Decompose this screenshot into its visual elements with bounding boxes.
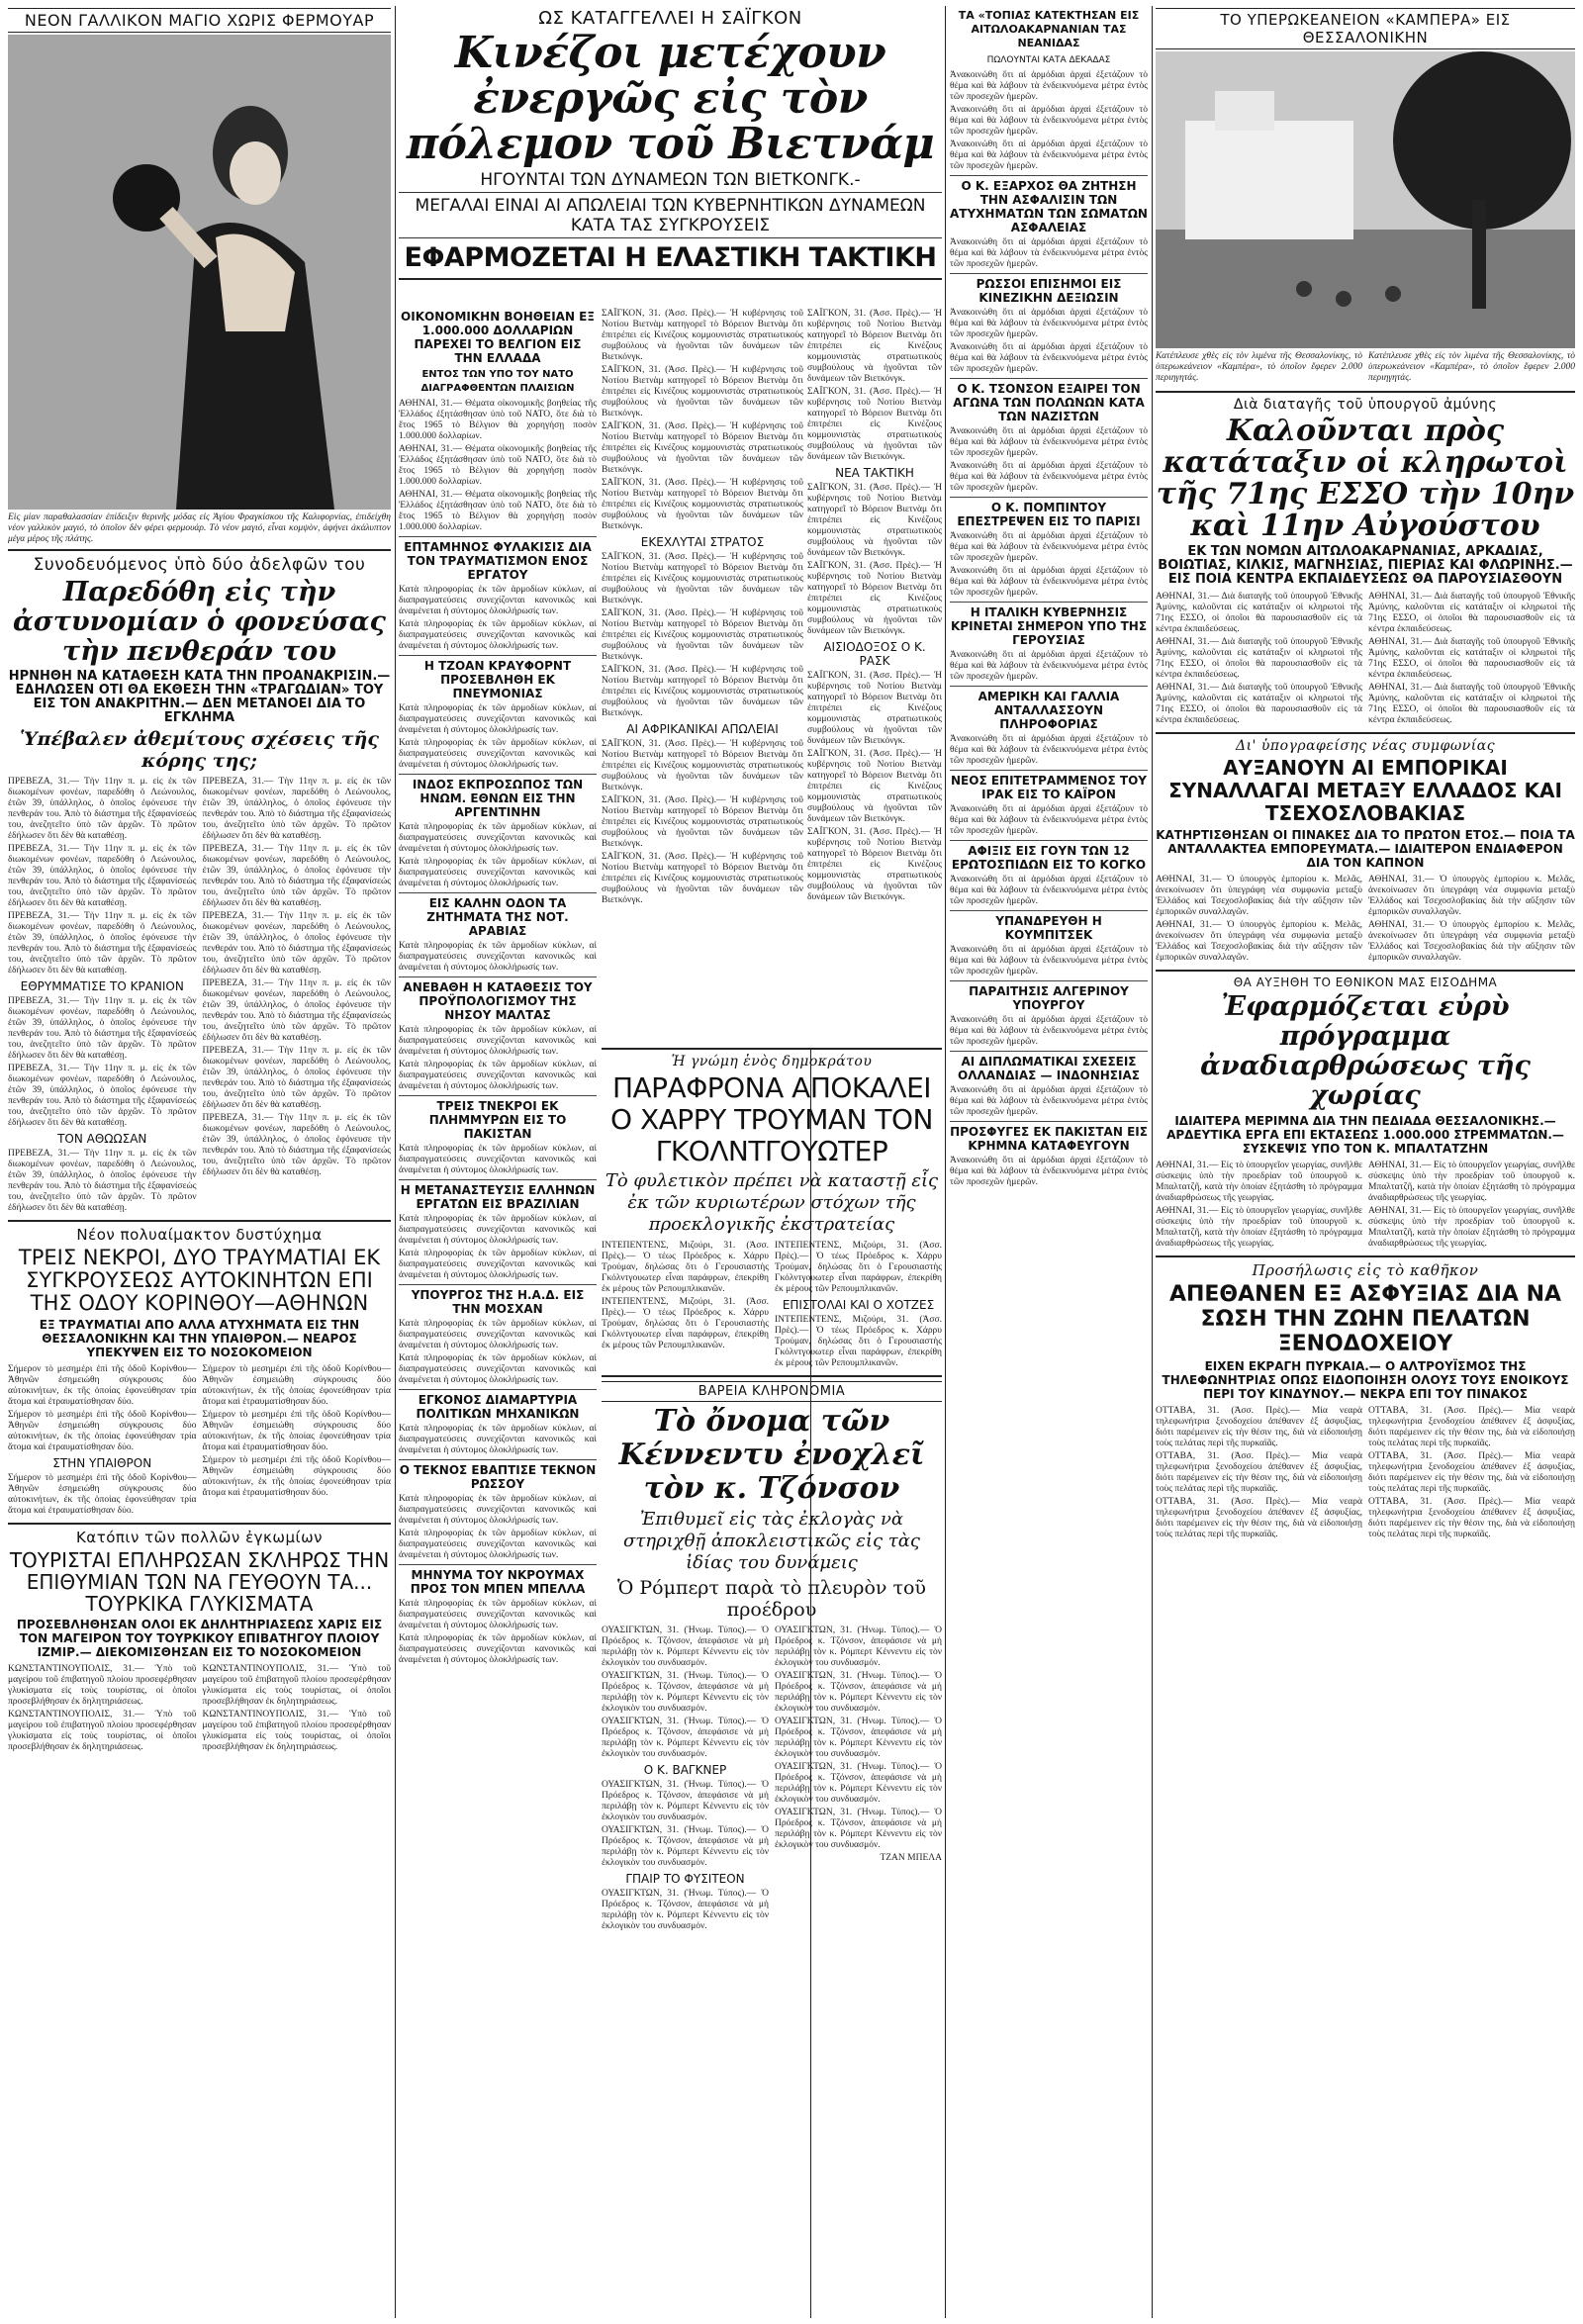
story-body: ΙΝΤΕΠΕΝΤΕΝΣ, Μιζούρι, 31. (Ἀσσ. Πρὲς).— Ὁ τέως Πρόεδρος κ. Χάρρυ Τρούμαν, δηλώσας ὅτι ὁ Γερουσιαστὴς Γκόλντγουωτερ εἶναι παράφρων, ἐπεκρίθη ἐκ μέρους τῶν Ρεπουμπλικανῶν.	[775, 1315, 942, 1368]
story-body: ΠΡΕΒΕΖΑ, 31.— Τὴν 11ην π. μ. εἰς ἐκ τῶν διωκομένων φονέων, παρεδόθη ὁ Λεώνουλος, ἐτῶν 39, ὑπάλληλος, ὁ ὁποῖος ἐφόνευσε τὴν πενθεράν του. Ἀπὸ τὸ διάστημα τῆς ἐξαφανίσεώς του, ἀνεζητεῖτο ὑπὸ τῶν ἀρχῶν. Τὸ πρῶτον ἐδήλωσεν ὅτι δὲν θὰ καταθέσῃ.	[8, 1064, 197, 1128]
story-kicker: Νέον πολυαίμακτον δυστύχημα	[76, 1226, 323, 1244]
story-body: ΑΘΗΝΑΙ, 31.— Ὁ ὑπουργὸς ἐμπορίου κ. Μελᾶς, ἀνεκοίνωσεν ὅτι ὑπεγράφη νέα συμφωνία μεταξὺ Ἑλλάδος καὶ Τσεχοσλοβακίας διὰ τὴν αὔξησιν τῶν ἐμπορικῶν συναλλαγῶν.	[1156, 920, 1362, 963]
story-body: ΠΡΕΒΕΖΑ, 31.— Τὴν 11ην π. μ. εἰς ἐκ τῶν διωκομένων φονέων, παρεδόθη ὁ Λεώνουλος, ἐτῶν 39, ὑπάλληλος, ὁ ὁποῖος ἐφόνευσε τὴν πενθεράν του. Ἀπὸ τὸ διάστημα τῆς ἐξαφανίσεώς του, ἀνεζητεῖτο ὑπὸ τῶν ἀρχῶν. Τὸ πρῶτον ἐδήλωσεν ὅτι δὲν θὰ καταθέσῃ.	[8, 911, 197, 976]
story-body: ΑΘΗΝΑΙ, 31.— Εἰς τὸ ὑπουργεῖον γεωργίας, συνῆλθε σύσκεψις ὑπὸ τὴν προεδρίαν τοῦ ὑπουργοῦ κ. Μπαλτατζῆ, κατὰ τὴν ὁποίαν ἐξητάσθη τὸ πρόγραμμα ἀναδιαρθρώσεως τῆς γεωργίας.	[1368, 1206, 1575, 1249]
story-body: ΟΥΑΣΙΓΚΤΩΝ, 31. (Ἡνωμ. Τύπος).— Ὁ Πρόεδρος κ. Τζόνσον, ἀπεφάσισε νὰ μὴ περιλάβῃ τὸν κ. Ρόμπερτ Κέννεντυ εἰς τὸν ἐκλογικὸν του συνδυασμόν.	[775, 1671, 942, 1714]
story-body: ΟΥΑΣΙΓΚΤΩΝ, 31. (Ἡνωμ. Τύπος).— Ὁ Πρόεδρος κ. Τζόνσον, ἀπεφάσισε νὰ μὴ περιλάβῃ τὸν κ. Ρόμπερτ Κέννεντυ εἰς τὸν ἐκλογικὸν του συνδυασμόν.	[775, 1626, 942, 1668]
story-kicker: Προσήλωσις εἰς τὸ καθῆκον	[1252, 1261, 1479, 1279]
story-subheading: ΕΚΕΧΛΥΤΑΙ ΣΤΡΑΤΟΣ	[640, 535, 765, 549]
lead-headline: Κινέζοι μετέχουν ἐνεργῶς εἰς τὸν πόλεμον τοῦ Βιετνάμ	[406, 28, 935, 169]
story-body: ΣΑΪΓΚΟΝ, 31. (Ἀσσ. Πρὲς).— Ἡ κυβέρνησις τοῦ Νοτίου Βιετνὰμ κατηγορεῖ τὸ Βόρειον Βιετνὰμ ὅτι ἐπιτρέπει εἰς Κινέζους κομμουνιστὰς στρατιωτικοὺς συμβούλους νὰ ἡγοῦνται τῶν δυνάμεων τῶν Βιετκόνγκ.	[807, 561, 942, 636]
story-body: Ἀνακοινώθη ὅτι αἱ ἀρμόδιαι ἀρχαὶ ἐξετάζουν τὸ θέμα καὶ θὰ λάβουν τὰ ἐνδεικνυόμενα μέτρα ἐντὸς τῶν προσεχῶν ἡμερῶν.	[950, 650, 1148, 682]
story-body: Κατὰ πληροφορίας ἐκ τῶν ἁρμοδίων κύκλων, αἱ διαπραγματεύσεις συνεχίζονται κανονικῶς καὶ ἀναμένεται ἡ σύντομος ὁλοκλήρωσίς των.	[399, 1060, 597, 1091]
story-body: Ἀνακοινώθη ὅτι αἱ ἀρμόδιαι ἀρχαὶ ἐξετάζουν τὸ θέμα καὶ θὰ λάβουν τὰ ἐνδεικνυόμενα μέτρα ἐντὸς τῶν προσεχῶν ἡμερῶν.	[950, 1085, 1148, 1117]
photo-title: ΝΕΟΝ ΓΑΛΛΙΚΟΝ ΜΑΓΙΟ ΧΩΡΙΣ ΦΕΡΜΟΥΑΡ	[8, 8, 391, 33]
story-body: Ἀνακοινώθη ὅτι αἱ ἀρμόδιαι ἀρχαὶ ἐξετάζουν τὸ θέμα καὶ θὰ λάβουν τὰ ἐνδεικνυόμενα μέτρα ἐντὸς τῶν προσεχῶν ἡμερῶν.	[950, 804, 1148, 836]
story-subheading: Ο Κ. ΒΑΓΚΝΕΡ	[643, 1763, 727, 1777]
story-headline: ΥΠΟΥΡΓΟΣ ΤΗΣ Η.Α.Δ. ΕΙΣ ΤΗΝ ΜΟΣΧΑΝ	[411, 1288, 585, 1316]
story-headline: ΑΠΕΘΑΝΕΝ ΕΞ ΑΣΦΥΞΙΑΣ ΔΙΑ ΝΑ ΣΩΣΗ ΤΗΝ ΖΩΗΝ ΠΕΛΑΤΩΝ ΞΕΝΟΔΟΧΕΙΟΥ	[1168, 1282, 1562, 1356]
story-body: Ἀνακοινώθη ὅτι αἱ ἀρμόδιαι ἀρχαὶ ἐξετάζουν τὸ θέμα καὶ θὰ λάβουν τὰ ἐνδεικνυόμενα μέτρα ἐντὸς τῶν προσεχῶν ἡμερῶν.	[950, 139, 1148, 171]
story-body: ΣΑΪΓΚΟΝ, 31. (Ἀσσ. Πρὲς).— Ἡ κυβέρνησις τοῦ Νοτίου Βιετνὰμ κατηγορεῖ τὸ Βόρειον Βιετνὰμ ὅτι ἐπιτρέπει εἰς Κινέζους κομμουνιστὰς στρατιωτικοὺς συμβούλους νὰ ἡγοῦνται τῶν δυνάμεων τῶν Βιετκόνγκ.	[602, 852, 803, 905]
story-body: Ἀνακοινώθη ὅτι αἱ ἀρμόδιαι ἀρχαὶ ἐξετάζουν τὸ θέμα καὶ θὰ λάβουν τὰ ἐνδεικνυόμενα μέτρα ἐντὸς τῶν προσεχῶν ἡμερῶν.	[950, 342, 1148, 374]
story-body: ΚΩΝΣΤΑΝΤΙΝΟΥΠΟΛΙΣ, 31.— Ὑπὸ τοῦ μαγείρου τοῦ ἐπιβατηγοῦ πλοίου προσεφέρθησαν γλυκίσματα εἰς τοὺς τουρίστας, οἱ ὁποῖοι προσεβλήθησαν ἐκ δηλητηριάσεως.	[202, 1664, 391, 1707]
story-headline: ΑΦΙΞΙΣ ΕΙΣ ΓΟΥΝ ΤΩΝ 12 ΕΡΩΤΟΣΠΙΔΩΝ ΕΙΣ ΤΟ ΚΟΓΚΟ	[951, 844, 1147, 872]
story-body: ΠΡΕΒΕΖΑ, 31.— Τὴν 11ην π. μ. εἰς ἐκ τῶν διωκομένων φονέων, παρεδόθη ὁ Λεώνουλος, ἐτῶν 39, ὑπάλληλος, ὁ ὁποῖος ἐφόνευσε τὴν πενθεράν του. Ἀπὸ τὸ διάστημα τῆς ἐξαφανίσεώς του, ἀνεζητεῖτο ὑπὸ τῶν ἀρχῶν. Τὸ πρῶτον ἐδήλωσεν ὅτι δὲν θὰ καταθέσῃ.	[202, 844, 391, 908]
story-body: Κατὰ πληροφορίας ἐκ τῶν ἁρμοδίων κύκλων, αἱ διαπραγματεύσεις συνεχίζονται κανονικῶς καὶ ἀναμένεται ἡ σύντομος ὁλοκλήρωσίς των.	[399, 1214, 597, 1246]
story-kicker: Κατόπιν τῶν πολλῶν ἐγκωμίων	[75, 1529, 324, 1546]
photo-title: ΤΟ ΥΠΕΡΩΚΕΑΝΕΙΟΝ «ΚΑΜΠΕΡΑ» ΕΙΣ ΘΕΣΣΑΛΟΝΙΚΗΝ	[1156, 8, 1575, 49]
story-subheading: ΑΙΣΙΟΔΟΞΟΣ Ο Κ. ΡΑΣΚ	[823, 640, 926, 668]
story-body: Ἀνακοινώθη ὅτι αἱ ἀρμόδιαι ἀρχαὶ ἐξετάζουν τὸ θέμα καὶ θὰ λάβουν τὰ ἐνδεικνυόμενα μέτρα ἐντὸς τῶν προσεχῶν ἡμερῶν.	[950, 237, 1148, 269]
story-body: Ἀνακοινώθη ὅτι αἱ ἀρμόδιαι ἀρχαὶ ἐξετάζουν τὸ θέμα καὶ θὰ λάβουν τὰ ἐνδεικνυόμενα μέτρα ἐντὸς τῶν προσεχῶν ἡμερῶν.	[950, 1156, 1148, 1187]
story-headline: ΥΠΑΝΔΡΕΥΘΗ Η ΚΟΥΜΠΙΤΣΕΚ	[995, 914, 1102, 942]
story-headline: ΤΡΕΙΣ ΤΝΕΚΡΟΙ ΕΚ ΠΛΗΜΜΥΡΩΝ ΕΙΣ ΤΟ ΠΑΚΙΣΤΑΝ	[428, 1099, 567, 1141]
story-body: ΑΘΗΝΑΙ, 31.— Διὰ διαταγῆς τοῦ ὑπουργοῦ Ἐθνικῆς Ἀμύνης, καλοῦνται εἰς κατάταξιν οἱ κληρωτοὶ τῆς 71ης ΕΣΣΟ, οἱ ὁποῖοι θὰ παρουσιασθοῦν εἰς τὰ κέντρα ἐκπαιδεύσεως.	[1368, 683, 1575, 725]
column-4	[1156, 6, 1575, 2318]
story-body: ΠΡΕΒΕΖΑ, 31.— Τὴν 11ην π. μ. εἰς ἐκ τῶν διωκομένων φονέων, παρεδόθη ὁ Λεώνουλος, ἐτῶν 39, ὑπάλληλος, ὁ ὁποῖος ἐφόνευσε τὴν πενθεράν του. Ἀπὸ τὸ διάστημα τῆς ἐξαφανίσεώς του, ἀνεζητεῖτο ὑπὸ τῶν ἀρχῶν. Τὸ πρῶτον ἐδήλωσεν ὅτι δὲν θὰ καταθέσῃ.	[202, 978, 391, 1043]
story-body: ΟΤΤΑΒΑ, 31. (Ἀσσ. Πρὲς).— Μία νεαρὰ τηλεφωνήτρια ξενοδοχείου ἀπέθανεν ἐξ ἀσφυξίας, διότι παρέμεινεν εἰς τὴν θέσιν της, διὰ νὰ εἰδοποιήσῃ τοὺς πελάτας περὶ τῆς πυρκαϊᾶς.	[1156, 1451, 1362, 1494]
story-kicker: Ἡ γνώμη ἑνὸς δημοκράτου	[671, 1054, 873, 1069]
story-body: ΣΑΪΓΚΟΝ, 31. (Ἀσσ. Πρὲς).— Ἡ κυβέρνησις τοῦ Νοτίου Βιετνὰμ κατηγορεῖ τὸ Βόρειον Βιετνὰμ ὅτι ἐπιτρέπει εἰς Κινέζους κομμουνιστὰς στρατιωτικοὺς συμβούλους νὰ ἡγοῦνται τῶν δυνάμεων τῶν Βιετκόνγκ.	[602, 552, 803, 605]
story-body: ΣΑΪΓΚΟΝ, 31. (Ἀσσ. Πρὲς).— Ἡ κυβέρνησις τοῦ Νοτίου Βιετνὰμ κατηγορεῖ τὸ Βόρειον Βιετνὰμ ὅτι ἐπιτρέπει εἰς Κινέζους κομμουνιστὰς στρατιωτικοὺς συμβούλους νὰ ἡγοῦνται τῶν δυνάμεων τῶν Βιετκόνγκ.	[807, 749, 942, 824]
story-deck: Ἐπιθυμεῖ εἰς τὰς ἐκλογὰς νὰ στηριχθῇ ἀποκλειστικῶς εἰς τὰς ἰδίας του δυνάμεις	[623, 1509, 920, 1573]
story-body: ΙΝΤΕΠΕΝΤΕΝΣ, Μιζούρι, 31. (Ἀσσ. Πρὲς).— Ὁ τέως Πρόεδρος κ. Χάρρυ Τρούμαν, δηλώσας ὅτι ὁ Γερουσιαστὴς Γκόλντγουωτερ εἶναι παράφρων, ἐπεκρίθη ἐκ μέρους τῶν Ρεπουμπλικανῶν.	[602, 1241, 769, 1294]
story-body: Κατὰ πληροφορίας ἐκ τῶν ἁρμοδίων κύκλων, αἱ διαπραγματεύσεις συνεχίζονται κανονικῶς καὶ ἀναμένεται ἡ σύντομος ὁλοκλήρωσίς των.	[399, 1424, 597, 1455]
story-body: ΣΑΪΓΚΟΝ, 31. (Ἀσσ. Πρὲς).— Ἡ κυβέρνησις τοῦ Νοτίου Βιετνὰμ κατηγορεῖ τὸ Βόρειον Βιετνὰμ ὅτι ἐπιτρέπει εἰς Κινέζους κομμουνιστὰς στρατιωτικοὺς συμβούλους νὰ ἡγοῦνται τῶν δυνάμεων τῶν Βιετκόνγκ.	[807, 827, 942, 902]
story-body: Ἀνακοινώθη ὅτι αἱ ἀρμόδιαι ἀρχαὶ ἐξετάζουν τὸ θέμα καὶ θὰ λάβουν τὰ ἐνδεικνυόμενα μέτρα ἐντὸς τῶν προσεχῶν ἡμερῶν.	[950, 945, 1148, 976]
story-body: ΣΑΪΓΚΟΝ, 31. (Ἀσσ. Πρὲς).— Ἡ κυβέρνησις τοῦ Νοτίου Βιετνὰμ κατηγορεῖ τὸ Βόρειον Βιετνὰμ ὅτι ἐπιτρέπει εἰς Κινέζους κομμουνιστὰς στρατιωτικοὺς συμβούλους νὰ ἡγοῦνται τῶν δυνάμεων τῶν Βιετκόνγκ.	[807, 309, 942, 384]
story-body: ΠΡΕΒΕΖΑ, 31.— Τὴν 11ην π. μ. εἰς ἐκ τῶν διωκομένων φονέων, παρεδόθη ὁ Λεώνουλος, ἐτῶν 39, ὑπάλληλος, ὁ ὁποῖος ἐφόνευσε τὴν πενθεράν του. Ἀπὸ τὸ διάστημα τῆς ἐξαφανίσεώς του, ἀνεζητεῖτο ὑπὸ τῶν ἀρχῶν. Τὸ πρῶτον ἐδήλωσεν ὅτι δὲν θὰ καταθέσῃ.	[8, 1149, 197, 1213]
story-body: ΑΘΗΝΑΙ, 31.— Διὰ διαταγῆς τοῦ ὑπουργοῦ Ἐθνικῆς Ἀμύνης, καλοῦνται εἰς κατάταξιν οἱ κληρωτοὶ τῆς 71ης ΕΣΣΟ, οἱ ὁποῖοι θὰ παρουσιασθοῦν εἰς τὰ κέντρα ἐκπαιδεύσεως.	[1156, 592, 1362, 634]
story-headline: Ο ΤΕΚΝΟΣ ΕΒΑΠΤΙΣΕ ΤΕΚΝΟΝ ΡΩΣΣΟΥ	[399, 1463, 597, 1491]
story-body: ΟΤΤΑΒΑ, 31. (Ἀσσ. Πρὲς).— Μία νεαρὰ τηλεφωνήτρια ξενοδοχείου ἀπέθανεν ἐξ ἀσφυξίας, διότι παρέμεινεν εἰς τὴν θέσιν της, διὰ νὰ εἰδοποιήσῃ τοὺς πελάτας περὶ τῆς πυρκαϊᾶς.	[1156, 1406, 1362, 1448]
story-body: Κατὰ πληροφορίας ἐκ τῶν ἁρμοδίων κύκλων, αἱ διαπραγματεύσεις συνεχίζονται κανονικῶς καὶ ἀναμένεται ἡ σύντομος ὁλοκλήρωσίς των.	[399, 1529, 597, 1560]
story-body: ΣΑΪΓΚΟΝ, 31. (Ἀσσ. Πρὲς).— Ἡ κυβέρνησις τοῦ Νοτίου Βιετνὰμ κατηγορεῖ τὸ Βόρειον Βιετνὰμ ὅτι ἐπιτρέπει εἰς Κινέζους κομμουνιστὰς στρατιωτικοὺς συμβούλους νὰ ἡγοῦνται τῶν δυνάμεων τῶν Βιετκόνγκ.	[807, 483, 942, 558]
story-body: ΟΥΑΣΙΓΚΤΩΝ, 31. (Ἡνωμ. Τύπος).— Ὁ Πρόεδρος κ. Τζόνσον, ἀπεφάσισε νὰ μὴ περιλάβῃ τὸν κ. Ρόμπερτ Κέννεντυ εἰς τὸν ἐκλογικὸν του συνδυασμόν.	[775, 1808, 942, 1850]
story-headline: Ο Κ. ΤΣΟΝΣΟΝ ΕΞΑΙΡΕΙ ΤΟΝ ΑΓΩΝΑ ΤΩΝ ΠΟΛΩΝΩΝ ΚΑΤΑ ΤΩΝ ΝΑΖΙΣΤΩΝ	[953, 382, 1145, 423]
story-body: ΑΘΗΝΑΙ, 31.— Εἰς τὸ ὑπουργεῖον γεωργίας, συνῆλθε σύσκεψις ὑπὸ τὴν προεδρίαν τοῦ ὑπουργοῦ κ. Μπαλτατζῆ, κατὰ τὴν ὁποίαν ἐξητάσθη τὸ πρόγραμμα ἀναδιαρθρώσεως τῆς γεωργίας.	[1156, 1206, 1362, 1249]
story-body: ΚΩΝΣΤΑΝΤΙΝΟΥΠΟΛΙΣ, 31.— Ὑπὸ τοῦ μαγείρου τοῦ ἐπιβατηγοῦ πλοίου προσεφέρθησαν γλυκίσματα εἰς τοὺς τουρίστας, οἱ ὁποῖοι προσεβλήθησαν ἐκ δηλητηριάσεως.	[202, 1710, 391, 1752]
story-body: Σήμερον τὸ μεσημέρι ἐπὶ τῆς ὁδοῦ Κορίνθου—Ἀθηνῶν ἐσημειώθη σύγκρουσις δύο αὐτοκινήτων, ἐκ τῆς ὁποίας ἐφονεύθησαν τρία ἄτομα καὶ ἐτραυματίσθησαν δύο.	[8, 1364, 197, 1407]
story-body: ΣΑΪΓΚΟΝ, 31. (Ἀσσ. Πρὲς).— Ἡ κυβέρνησις τοῦ Νοτίου Βιετνὰμ κατηγορεῖ τὸ Βόρειον Βιετνὰμ ὅτι ἐπιτρέπει εἰς Κινέζους κομμουνιστὰς στρατιωτικοὺς συμβούλους νὰ ἡγοῦνται τῶν δυνάμεων τῶν Βιετκόνγκ.	[602, 478, 803, 531]
story-headline: Η ΜΕΤΑΝΑΣΤΕΥΣΙΣ ΕΛΛΗΝΩΝ ΕΡΓΑΤΩΝ ΕΙΣ ΒΡΑΖΙΛΙΑΝ	[400, 1183, 596, 1211]
story-body: ΙΝΤΕΠΕΝΤΕΝΣ, Μιζούρι, 31. (Ἀσσ. Πρὲς).— Ὁ τέως Πρόεδρος κ. Χάρρυ Τρούμαν, δηλώσας ὅτι ὁ Γερουσιαστὴς Γκόλντγουωτερ εἶναι παράφρων, ἐπεκρίθη ἐκ μέρους τῶν Ρεπουμπλικανῶν.	[602, 1297, 769, 1350]
story-subheading: ΓΠΑΙΡ ΤΟ ΦΥΣΙΤΕΟΝ	[625, 1872, 745, 1886]
story-body: ΟΥΑΣΙΓΚΤΩΝ, 31. (Ἡνωμ. Τύπος).— Ὁ Πρόεδρος κ. Τζόνσον, ἀπεφάσισε νὰ μὴ περιλάβῃ τὸν κ. Ρόμπερτ Κέννεντυ εἰς τὸν ἐκλογικὸν του συνδυασμόν.	[602, 1889, 769, 1931]
story-body: Κατὰ πληροφορίας ἐκ τῶν ἁρμοδίων κύκλων, αἱ διαπραγματεύσεις συνεχίζονται κανονικῶς καὶ ἀναμένεται ἡ σύντομος ὁλοκλήρωσίς των.	[399, 822, 597, 854]
story-body: ΣΑΪΓΚΟΝ, 31. (Ἀσσ. Πρὲς).— Ἡ κυβέρνησις τοῦ Νοτίου Βιετνὰμ κατηγορεῖ τὸ Βόρειον Βιετνὰμ ὅτι ἐπιτρέπει εἰς Κινέζους κομμουνιστὰς στρατιωτικοὺς συμβούλους νὰ ἡγοῦνται τῶν δυνάμεων τῶν Βιετκόνγκ.	[602, 795, 803, 849]
story-subheading: ΤΟΝ ΑΘΩΩΣΑΝ	[57, 1132, 147, 1146]
story-body: Ἀνακοινώθη ὅτι αἱ ἀρμόδιαι ἀρχαὶ ἐξετάζουν τὸ θέμα καὶ θὰ λάβουν τὰ ἐνδεικνυόμενα μέτρα ἐντὸς τῶν προσεχῶν ἡμερῶν.	[950, 461, 1148, 493]
story-body: Σήμερον τὸ μεσημέρι ἐπὶ τῆς ὁδοῦ Κορίνθου—Ἀθηνῶν ἐσημειώθη σύγκρουσις δύο αὐτοκινήτων, ἐκ τῆς ὁποίας ἐφονεύθησαν τρία ἄτομα καὶ ἐτραυματίσθησαν δύο.	[202, 1364, 391, 1407]
story-body: ΚΩΝΣΤΑΝΤΙΝΟΥΠΟΛΙΣ, 31.— Ὑπὸ τοῦ μαγείρου τοῦ ἐπιβατηγοῦ πλοίου προσεφέρθησαν γλυκίσματα εἰς τοὺς τουρίστας, οἱ ὁποῖοι προσεβλήθησαν ἐκ δηλητηριάσεως.	[8, 1664, 197, 1707]
story-subheading: ΝΕΑ ΤΑΚΤΙΚΗ	[835, 466, 914, 480]
story-kicker: Συνοδευόμενος ὑπὸ δύο ἀδελφῶν του	[33, 555, 366, 575]
story-body: ΟΥΑΣΙΓΚΤΩΝ, 31. (Ἡνωμ. Τύπος).— Ὁ Πρόεδρος κ. Τζόνσον, ἀπεφάσισε νὰ μὴ περιλάβῃ τὸν κ. Ρόμπερτ Κέννεντυ εἰς τὸν ἐκλογικὸν του συνδυασμόν.	[602, 1780, 769, 1822]
photo-caption: Κατέπλευσε χθὲς εἰς τὸν λιμένα τῆς Θεσσαλονίκης, τὸ ὑπερωκεάνειον «Καμπέρα», τὸ ὁποῖον ἔφερεν 2.000 περιηγητάς.	[1156, 351, 1362, 383]
story-body: Κατὰ πληροφορίας ἐκ τῶν ἁρμοδίων κύκλων, αἱ διαπραγματεύσεις συνεχίζονται κανονικῶς καὶ ἀναμένεται ἡ σύντομος ὁλοκλήρωσίς των.	[399, 1319, 597, 1350]
story-headline: ΙΝΔΟΣ ΕΚΠΡΟΣΩΠΟΣ ΤΩΝ ΗΝΩΜ. ΕΘΝΩΝ ΕΙΣ ΤΗΝ ΑΡΓΕΝΤΙΝΗΝ	[412, 778, 584, 819]
story-body: ΣΑΪΓΚΟΝ, 31. (Ἀσσ. Πρὲς).— Ἡ κυβέρνησις τοῦ Νοτίου Βιετνὰμ κατηγορεῖ τὸ Βόρειον Βιετνὰμ ὅτι ἐπιτρέπει εἰς Κινέζους κομμουνιστὰς στρατιωτικοὺς συμβούλους νὰ ἡγοῦνται τῶν δυνάμεων τῶν Βιετκόνγκ.	[602, 309, 803, 362]
story-body: Ἀνακοινώθη ὅτι αἱ ἀρμόδιαι ἀρχαὶ ἐξετάζουν τὸ θέμα καὶ θὰ λάβουν τὰ ἐνδεικνυόμενα μέτρα ἐντὸς τῶν προσεχῶν ἡμερῶν.	[950, 308, 1148, 339]
story-body: Ἀνακοινώθη ὅτι αἱ ἀρμόδιαι ἀρχαὶ ἐξετάζουν τὸ θέμα καὶ θὰ λάβουν τὰ ἐνδεικνυόμενα μέτρα ἐντὸς τῶν προσεχῶν ἡμερῶν.	[950, 875, 1148, 906]
lead-deck: ΜΕΓΑΛΑΙ ΕΙΝΑΙ ΑΙ ΑΠΩΛΕΙΑΙ ΤΩΝ ΚΥΒΕΡΝΗΤΙΚΩΝ ΔΥΝΑΜΕΩΝ ΚΑΤΑ ΤΑΣ ΣΥΓΚΡΟΥΣΕΙΣ	[399, 196, 942, 238]
story-subheading: ΕΠΙΣΤΟΛΑΙ ΚΑΙ Ο ΧΟΤΖΕΣ	[782, 1298, 935, 1312]
story-headline: Παρεδόθη εἰς τὴν ἀστυνομίαν ὁ φονεύσας τὴν πενθεράν του	[13, 577, 386, 667]
story-headline: ΝΕΟΣ ΕΠΙΤΕΤΡΑΜΜΕΝΟΣ ΤΟΥ ΙΡΑΚ ΕΙΣ ΤΟ ΚΑΪΡΟΝ	[951, 774, 1147, 801]
story-body: ΑΘΗΝΑΙ, 31.— Θέματα οἰκονομικῆς βοηθείας τῆς Ἑλλάδος ἐξητάσθησαν ὑπὸ τοῦ ΝΑΤΟ, ὅτε διὰ τὸ ἔτος 1965 τὸ Βέλγιον θὰ χορηγήσῃ ποσὸν 1.000.000 δολλαρίων.	[399, 444, 597, 487]
story-body: ΟΥΑΣΙΓΚΤΩΝ, 31. (Ἡνωμ. Τύπος).— Ὁ Πρόεδρος κ. Τζόνσον, ἀπεφάσισε νὰ μὴ περιλάβῃ τὸν κ. Ρόμπερτ Κέννεντυ εἰς τὸν ἐκλογικὸν του συνδυασμόν.	[775, 1762, 942, 1805]
story-subheading: ΑΙ ΑΦΡΙΚΑΝΙΚΑΙ ΑΠΩΛΕΙΑΙ	[626, 722, 779, 736]
story-headline: Τὸ ὄνομα τῶν Κέννεντυ ἐνοχλεῖ τὸν κ. Τζόνσον	[618, 1404, 925, 1506]
story-body: ΠΡΕΒΕΖΑ, 31.— Τὴν 11ην π. μ. εἰς ἐκ τῶν διωκομένων φονέων, παρεδόθη ὁ Λεώνουλος, ἐτῶν 39, ὑπάλληλος, ὁ ὁποῖος ἐφόνευσε τὴν πενθεράν του. Ἀπὸ τὸ διάστημα τῆς ἐξαφανίσεώς του, ἀνεζητεῖτο ὑπὸ τῶν ἀρχῶν. Τὸ πρῶτον ἐδήλωσεν ὅτι δὲν θὰ καταθέσῃ.	[8, 777, 197, 841]
story-body: ΣΑΪΓΚΟΝ, 31. (Ἀσσ. Πρὲς).— Ἡ κυβέρνησις τοῦ Νοτίου Βιετνὰμ κατηγορεῖ τὸ Βόρειον Βιετνὰμ ὅτι ἐπιτρέπει εἰς Κινέζους κομμουνιστὰς στρατιωτικοὺς συμβούλους νὰ ἡγοῦνται τῶν δυνάμεων τῶν Βιετκόνγκ.	[602, 608, 803, 662]
story-body: ΟΥΑΣΙΓΚΤΩΝ, 31. (Ἡνωμ. Τύπος).— Ὁ Πρόεδρος κ. Τζόνσον, ἀπεφάσισε νὰ μὴ περιλάβῃ τὸν κ. Ρόμπερτ Κέννεντυ εἰς τὸν ἐκλογικὸν του συνδυασμόν.	[602, 1671, 769, 1714]
story-headline: ΠΡΟΣΦΥΓΕΣ ΕΚ ΠΑΚΙΣΤΑΝ ΕΙΣ ΚΡΗΜΝΑ ΚΑΤΑΦΕΥΓΟΥΝ	[950, 1125, 1148, 1153]
story-body: Κατὰ πληροφορίας ἐκ τῶν ἁρμοδίων κύκλων, αἱ διαπραγματεύσεις συνεχίζονται κανονικῶς καὶ ἀναμένεται ἡ σύντομος ὁλοκλήρωσίς των.	[399, 1025, 597, 1057]
story-body: ΑΘΗΝΑΙ, 31.— Ὁ ὑπουργὸς ἐμπορίου κ. Μελᾶς, ἀνεκοίνωσεν ὅτι ὑπεγράφη νέα συμφωνία μεταξὺ Ἑλλάδος καὶ Τσεχοσλοβακίας διὰ τὴν αὔξησιν τῶν ἐμπορικῶν συναλλαγῶν.	[1368, 920, 1575, 963]
photo-caption: Εἰς μίαν παραθαλασσίαν ἐπίδειξιν θερινῆς μόδας εἰς Ἁγίου Φραγκίσκου τῆς Καλιφορνίας, ἐπιδείχθη νέον γαλλικὸν μαγιό, τὸ ὁποῖον δὲν φέρει φερμουάρ. Τὸ νέον μαγιό, εἶναι κομψὸν, ἀφήνει ἀκάλυπτον μέγα μέρος τῆς πλάτης.	[8, 512, 391, 544]
story-body: Ἀνακοινώθη ὅτι αἱ ἀρμόδιαι ἀρχαὶ ἐξετάζουν τὸ θέμα καὶ θὰ λάβουν τὰ ἐνδεικνυόμενα μέτρα ἐντὸς τῶν προσεχῶν ἡμερῶν.	[950, 70, 1148, 102]
story-headline: ΠΑΡΑΦΡΟΝΑ ΑΠΟΚΑΛΕΙ Ο ΧΑΡΡΥ ΤΡΟΥΜΑΝ ΤΟΝ ΓΚΟΛΝΤΓΟΥΩΤΕΡ	[610, 1071, 933, 1167]
story-body: ΚΩΝΣΤΑΝΤΙΝΟΥΠΟΛΙΣ, 31.— Ὑπὸ τοῦ μαγείρου τοῦ ἐπιβατηγοῦ πλοίου προσεφέρθησαν γλυκίσματα εἰς τοὺς τουρίστας, οἱ ὁποῖοι προσεβλήθησαν ἐκ δηλητηριάσεως.	[8, 1710, 197, 1752]
story-body: Κατὰ πληροφορίας ἐκ τῶν ἁρμοδίων κύκλων, αἱ διαπραγματεύσεις συνεχίζονται κανονικῶς καὶ ἀναμένεται ἡ σύντομος ὁλοκλήρωσίς των.	[399, 703, 597, 735]
story-deck: Τὸ φυλετικὸν πρέπει νὰ καταστῇ εἷς ἐκ τῶν κυριωτέρων στόχων τῆς προεκλογικῆς ἐκστρατείας	[605, 1170, 939, 1235]
story-body: ΟΥΑΣΙΓΚΤΩΝ, 31. (Ἡνωμ. Τύπος).— Ὁ Πρόεδρος κ. Τζόνσον, ἀπεφάσισε νὰ μὴ περιλάβῃ τὸν κ. Ρόμπερτ Κέννεντυ εἰς τὸν ἐκλογικὸν του συνδυασμόν.	[775, 1717, 942, 1759]
story-body: ΑΘΗΝΑΙ, 31.— Ὁ ὑπουργὸς ἐμπορίου κ. Μελᾶς, ἀνεκοίνωσεν ὅτι ὑπεγράφη νέα συμφωνία μεταξὺ Ἑλλάδος καὶ Τσεχοσλοβακίας διὰ τὴν αὔξησιν τῶν ἐμπορικῶν συναλλαγῶν.	[1156, 875, 1362, 917]
story-body: Ἀνακοινώθη ὅτι αἱ ἀρμόδιαι ἀρχαὶ ἐξετάζουν τὸ θέμα καὶ θὰ λάβουν τὰ ἐνδεικνυόμενα μέτρα ἐντὸς τῶν προσεχῶν ἡμερῶν.	[950, 566, 1148, 598]
column-2	[399, 307, 597, 2318]
story-body: Σήμερον τὸ μεσημέρι ἐπὶ τῆς ὁδοῦ Κορίνθου—Ἀθηνῶν ἐσημειώθη σύγκρουσις δύο αὐτοκινήτων, ἐκ τῆς ὁποίας ἐφονεύθησαν τρία ἄτομα καὶ ἐτραυματίσθησαν δύο.	[8, 1410, 197, 1452]
story-subhead: Ὑπέβαλεν ἀθεμίτους σχέσεις τῆς κόρης της;	[20, 728, 379, 772]
lead-story-body	[602, 307, 803, 1039]
story-body: Κατὰ πληροφορίας ἐκ τῶν ἁρμοδίων κύκλων, αἱ διαπραγματεύσεις συνεχίζονται κανονικῶς καὶ ἀναμένεται ἡ σύντομος ὁλοκλήρωσίς των.	[399, 738, 597, 770]
story-headline: Καλοῦνται πρὸς κατάταξιν οἱ κληρωτοὶ τῆς 71ης ΕΣΣΟ τὴν 10ην καὶ 11ην Αὐγούστου	[1156, 414, 1575, 543]
story-body: ΣΑΪΓΚΟΝ, 31. (Ἀσσ. Πρὲς).— Ἡ κυβέρνησις τοῦ Νοτίου Βιετνὰμ κατηγορεῖ τὸ Βόρειον Βιετνὰμ ὅτι ἐπιτρέπει εἰς Κινέζους κομμουνιστὰς στρατιωτικοὺς συμβούλους νὰ ἡγοῦνται τῶν δυνάμεων τῶν Βιετκόνγκ.	[602, 739, 803, 792]
story-body: Ἀνακοινώθη ὅτι αἱ ἀρμόδιαι ἀρχαὶ ἐξετάζουν τὸ θέμα καὶ θὰ λάβουν τὰ ἐνδεικνυόμενα μέτρα ἐντὸς τῶν προσεχῶν ἡμερῶν.	[950, 426, 1148, 458]
story-deck: ΠΡΟΣΕΒΛΗΘΗΣΑΝ ΟΛΟΙ ΕΚ ΔΗΛΗΤΗΡΙΑΣΕΩΣ ΧΑΡΙΣ ΕΙΣ ΤΟΝ ΜΑΓΕΙΡΟΝ ΤΟΥ ΤΟΥΡΚΙΚΟΥ ΕΠΙΒΑΤΗΓΟΥ ΠΛΟΙΟΥ ΙΖΜΙΡ.— ΔΙΕΚΟΜΙΣΘΗΣΑΝ ΕΙΣ ΤΟ ΝΟΣΟΚΟΜΕΙΟΝ	[16, 1618, 383, 1659]
story-body: ΟΤΤΑΒΑ, 31. (Ἀσσ. Πρὲς).— Μία νεαρὰ τηλεφωνήτρια ξενοδοχείου ἀπέθανεν ἐξ ἀσφυξίας, διότι παρέμεινεν εἰς τὴν θέσιν της, διὰ νὰ εἰδοποιήσῃ τοὺς πελάτας περὶ τῆς πυρκαϊᾶς.	[1368, 1406, 1575, 1448]
column-3-briefs	[950, 6, 1148, 2318]
story-body: ΑΘΗΝΑΙ, 31.— Εἰς τὸ ὑπουργεῖον γεωργίας, συνῆλθε σύσκεψις ὑπὸ τὴν προεδρίαν τοῦ ὑπουργοῦ κ. Μπαλτατζῆ, κατὰ τὴν ὁποίαν ἐξητάσθη τὸ πρόγραμμα ἀναδιαρθρώσεως τῆς γεωργίας.	[1368, 1161, 1575, 1203]
story-body: ΟΥΑΣΙΓΚΤΩΝ, 31. (Ἡνωμ. Τύπος).— Ὁ Πρόεδρος κ. Τζόνσον, ἀπεφάσισε νὰ μὴ περιλάβῃ τὸν κ. Ρόμπερτ Κέννεντυ εἰς τὸν ἐκλογικὸν του συνδυασμόν.	[602, 1626, 769, 1668]
story-headline: ΤΡΕΙΣ ΝΕΚΡΟΙ, ΔΥΟ ΤΡΑΥΜΑΤΙΑΙ ΕΚ ΣΥΓΚΡΟΥΣΕΩΣ ΑΥΤΟΚΙΝΗΤΩΝ ΕΠΙ ΤΗΣ ΟΔΟΥ ΚΟΡΙΝΘΟΥ—ΑΘΗΝΩΝ	[18, 1246, 381, 1315]
story-deck: ΠΩΛΟΥΝΤΑΙ ΚΑΤΑ ΔΕΚΑΔΑΣ	[986, 55, 1111, 65]
lead-story-header	[399, 6, 942, 303]
story-body: Ἀνακοινώθη ὅτι αἱ ἀρμόδιαι ἀρχαὶ ἐξετάζουν τὸ θέμα καὶ θὰ λάβουν τὰ ἐνδεικνυόμενα μέτρα ἐντὸς τῶν προσεχῶν ἡμερῶν.	[950, 1015, 1148, 1047]
swimsuit-photo	[8, 35, 391, 510]
story-body: ΣΑΪΓΚΟΝ, 31. (Ἀσσ. Πρὲς).— Ἡ κυβέρνησις τοῦ Νοτίου Βιετνὰμ κατηγορεῖ τὸ Βόρειον Βιετνὰμ ὅτι ἐπιτρέπει εἰς Κινέζους κομμουνιστὰς στρατιωτικοὺς συμβούλους νὰ ἡγοῦνται τῶν δυνάμεων τῶν Βιετκόνγκ.	[807, 671, 942, 746]
story-deck: ΕΝΤΟΣ ΤΩΝ ΥΠΟ ΤΟΥ ΝΑΤΟ ΔΙΑΓΡΑΦΘΕΝΤΩΝ ΠΛΑΙΣΙΩΝ	[420, 369, 575, 394]
story-body: ΟΥΑΣΙΓΚΤΩΝ, 31. (Ἡνωμ. Τύπος).— Ὁ Πρόεδρος κ. Τζόνσον, ἀπεφάσισε νὰ μὴ περιλάβῃ τὸν κ. Ρόμπερτ Κέννεντυ εἰς τὸν ἐκλογικὸν του συνδυασμόν.	[602, 1717, 769, 1759]
story-headline: ΕΠΤΑΜΗΝΟΣ ΦΥΛΑΚΙΣΙΣ ΔΙΑ ΤΟΝ ΤΡΑΥΜΑΤΙΣΜΟΝ ΕΝΟΣ ΕΡΓΑΤΟΥ	[404, 540, 592, 582]
story-kicker: Διὰ διαταγῆς τοῦ ὑπουργοῦ ἀμύνης	[1233, 397, 1498, 413]
story-body: ΑΘΗΝΑΙ, 31.— Θέματα οἰκονομικῆς βοηθείας τῆς Ἑλλάδος ἐξητάσθησαν ὑπὸ τοῦ ΝΑΤΟ, ὅτε διὰ τὸ ἔτος 1965 τὸ Βέλγιον θὰ χορηγήσῃ ποσὸν 1.000.000 δολλαρίων.	[399, 399, 597, 441]
story-headline: ΑΥΞΑΝΟΥΝ ΑΙ ΕΜΠΟΡΙΚΑΙ ΣΥΝΑΛΛΑΓΑΙ ΜΕΤΑΞΥ ΕΛΛΑΔΟΣ ΚΑΙ ΤΣΕΧΟΣΛΟΒΑΚΙΑΣ	[1168, 756, 1562, 825]
story-body: Σήμερον τὸ μεσημέρι ἐπὶ τῆς ὁδοῦ Κορίνθου—Ἀθηνῶν ἐσημειώθη σύγκρουσις δύο αὐτοκινήτων, ἐκ τῆς ὁποίας ἐφονεύθησαν τρία ἄτομα καὶ ἐτραυματίσθησαν δύο.	[202, 1410, 391, 1452]
story-headline: ΜΗΝΥΜΑ ΤΟΥ ΝΚΡΟΥΜΑΧ ΠΡΟΣ ΤΟΝ ΜΠΕΝ ΜΠΕΛΛΑ	[410, 1568, 586, 1596]
story-body: Κατὰ πληροφορίας ἐκ τῶν ἁρμοδίων κύκλων, αἱ διαπραγματεύσεις συνεχίζονται κανονικῶς καὶ ἀναμένεται ἡ σύντομος ὁλοκλήρωσίς των.	[399, 1633, 597, 1665]
story-headline: Η ΙΤΑΛΙΚΗ ΚΥΒΕΡΝΗΣΙΣ ΚΡΙΝΕΤΑΙ ΣΗΜΕΡΟΝ ΥΠΟ ΤΗΣ ΓΕΡΟΥΣΙΑΣ	[950, 605, 1148, 647]
story-body: ΟΥΑΣΙΓΚΤΩΝ, 31. (Ἡνωμ. Τύπος).— Ὁ Πρόεδρος κ. Τζόνσον, ἀπεφάσισε νὰ μὴ περιλάβῃ τὸν κ. Ρόμπερτ Κέννεντυ εἰς τὸν ἐκλογικὸν του συνδυασμόν.	[602, 1825, 769, 1868]
story-body: ΣΑΪΓΚΟΝ, 31. (Ἀσσ. Πρὲς).— Ἡ κυβέρνησις τοῦ Νοτίου Βιετνὰμ κατηγορεῖ τὸ Βόρειον Βιετνὰμ ὅτι ἐπιτρέπει εἰς Κινέζους κομμουνιστὰς στρατιωτικοὺς συμβούλους νὰ ἡγοῦνται τῶν δυνάμεων τῶν Βιετκόνγκ.	[807, 387, 942, 462]
story-deck: ΗΡΝΗΘΗ ΝΑ ΚΑΤΑΘΕΣΗ ΚΑΤΑ ΤΗΝ ΠΡΟΑΝΑΚΡΙΣΙΝ.— ΕΔΗΛΩΣΕΝ ΟΤΙ ΘΑ ΕΚΘΕΣΗ ΤΗΝ «ΤΡΑΓΩΔΙΑΝ» ΤΟΥ ΕΙΣ ΤΟΝ ΑΝΑΚΡΙΤΗΝ.— ΔΕΝ ΜΕΤΑΝΟΕΙ ΔΙΑ ΤΟ ΕΓΚΛΗΜΑ	[8, 669, 391, 725]
story-body: ΠΡΕΒΕΖΑ, 31.— Τὴν 11ην π. μ. εἰς ἐκ τῶν διωκομένων φονέων, παρεδόθη ὁ Λεώνουλος, ἐτῶν 39, ὑπάλληλος, ὁ ὁποῖος ἐφόνευσε τὴν πενθεράν του. Ἀπὸ τὸ διάστημα τῆς ἐξαφανίσεώς του, ἀνεζητεῖτο ὑπὸ τῶν ἀρχῶν. Τὸ πρῶτον ἐδήλωσεν ὅτι δὲν θὰ καταθέσῃ.	[202, 911, 391, 976]
story-body: Κατὰ πληροφορίας ἐκ τῶν ἁρμοδίων κύκλων, αἱ διαπραγματεύσεις συνεχίζονται κανονικῶς καὶ ἀναμένεται ἡ σύντομος ὁλοκλήρωσίς των.	[399, 1249, 597, 1280]
story-body: ΑΘΗΝΑΙ, 31.— Ὁ ὑπουργὸς ἐμπορίου κ. Μελᾶς, ἀνεκοίνωσεν ὅτι ὑπεγράφη νέα συμφωνία μεταξὺ Ἑλλάδος καὶ Τσεχοσλοβακίας διὰ τὴν αὔξησιν τῶν ἐμπορικῶν συναλλαγῶν.	[1368, 875, 1575, 917]
column-rule	[395, 6, 396, 2318]
story-body: ΠΡΕΒΕΖΑ, 31.— Τὴν 11ην π. μ. εἰς ἐκ τῶν διωκομένων φονέων, παρεδόθη ὁ Λεώνουλος, ἐτῶν 39, ὑπάλληλος, ὁ ὁποῖος ἐφόνευσε τὴν πενθεράν του. Ἀπὸ τὸ διάστημα τῆς ἐξαφανίσεώς του, ἀνεζητεῖτο ὑπὸ τῶν ἀρχῶν. Τὸ πρῶτον ἐδήλωσεν ὅτι δὲν θὰ καταθέσῃ.	[8, 844, 197, 908]
swimsuit-photo-illustration	[8, 35, 391, 510]
story-body: Ἀνακοινώθη ὅτι αἱ ἀρμόδιαι ἀρχαὶ ἐξετάζουν τὸ θέμα καὶ θὰ λάβουν τὰ ἐνδεικνυόμενα μέτρα ἐντὸς τῶν προσεχῶν ἡμερῶν.	[950, 734, 1148, 766]
story-headline: Ο Κ. ΕΞΑΡΧΟΣ ΘΑ ΖΗΤΗΣΗ ΤΗΝ ΑΣΦΑΛΙΣΙΝ ΤΩΝ ΑΤΥΧΗΜΑΤΩΝ ΤΩΝ ΣΩΜΑΤΩΝ ΑΣΦΑΛΕΙΑΣ	[950, 179, 1148, 234]
lead-deck: ΗΓΟΥΝΤΑΙ ΤΩΝ ΔΥΝΑΜΕΩΝ ΤΩΝ ΒΙΕΤΚΟΝΓΚ.-	[399, 170, 942, 193]
story-body: ΠΡΕΒΕΖΑ, 31.— Τὴν 11ην π. μ. εἰς ἐκ τῶν διωκομένων φονέων, παρεδόθη ὁ Λεώνουλος, ἐτῶν 39, ὑπάλληλος, ὁ ὁποῖος ἐφόνευσε τὴν πενθεράν του. Ἀπὸ τὸ διάστημα τῆς ἐξαφανίσεώς του, ἀνεζητεῖτο ὑπὸ τῶν ἀρχῶν. Τὸ πρῶτον ἐδήλωσεν ὅτι δὲν θὰ καταθέσῃ.	[202, 777, 391, 841]
story-body: Σήμερον τὸ μεσημέρι ἐπὶ τῆς ὁδοῦ Κορίνθου—Ἀθηνῶν ἐσημειώθη σύγκρουσις δύο αὐτοκινήτων, ἐκ τῆς ὁποίας ἐφονεύθησαν τρία ἄτομα καὶ ἐτραυματίσθησαν δύο.	[202, 1455, 391, 1498]
story-body: ΟΤΤΑΒΑ, 31. (Ἀσσ. Πρὲς).— Μία νεαρὰ τηλεφωνήτρια ξενοδοχείου ἀπέθανεν ἐξ ἀσφυξίας, διότι παρέμεινεν εἰς τὴν θέσιν της, διὰ νὰ εἰδοποιήσῃ τοὺς πελάτας περὶ τῆς πυρκαϊᾶς.	[1368, 1497, 1575, 1539]
story-body: ΑΘΗΝΑΙ, 31.— Θέματα οἰκονομικῆς βοηθείας τῆς Ἑλλάδος ἐξητάσθησαν ὑπὸ τοῦ ΝΑΤΟ, ὅτε διὰ τὸ ἔτος 1965 τὸ Βέλγιον θὰ χορηγήσῃ ποσὸν 1.000.000 δολλαρίων.	[399, 490, 597, 532]
story-headline: Η ΤΖΟΑΝ ΚΡΑΥΦΟΡΝΤ ΠΡΟΣΕΒΛΗΘΗ ΕΚ ΠΝΕΥΜΟΝΙΑΣ	[423, 659, 572, 700]
column-1	[8, 6, 391, 2318]
story-headline: ΤΑ «ΤΟΠΙΑΣ ΚΑΤΕΚΤΗΣΑΝ ΕΙΣ ΑΙΤΩΛΟΑΚΑΡΝΑΝΙΑΝ ΤΑΣ ΝΕΑΝΙΔΑΣ	[958, 9, 1140, 49]
story-subheading: ΣΤΗΝ ΥΠΑΙΘΡΟΝ	[52, 1456, 152, 1470]
story-headline: ΕΙΣ ΚΑΛΗΝ ΟΔΟΝ ΤΑ ΖΗΤΗΜΑΤΑ ΤΗΣ ΝΟΤ. ΑΡΑΒΙΑΣ	[426, 896, 569, 938]
story-headline: ΟΙΚΟΝΟΜΙΚΗΝ ΒΟΗΘΕΙΑΝ ΕΞ 1.000.000 ΔΟΛΛΑΡΙΩΝ ΠΑΡΕΧΕΙ ΤΟ ΒΕΛΓΙΟΝ ΕΙΣ ΤΗΝ ΕΛΛΑΔΑ	[401, 310, 595, 365]
story-body: ΠΡΕΒΕΖΑ, 31.— Τὴν 11ην π. μ. εἰς ἐκ τῶν διωκομένων φονέων, παρεδόθη ὁ Λεώνουλος, ἐτῶν 39, ὑπάλληλος, ὁ ὁποῖος ἐφόνευσε τὴν πενθεράν του. Ἀπὸ τὸ διάστημα τῆς ἐξαφανίσεώς του, ἀνεζητεῖτο ὑπὸ τῶν ἀρχῶν. Τὸ πρῶτον ἐδήλωσεν ὅτι δὲν θὰ καταθέσῃ.	[202, 1113, 391, 1177]
story-subheading: ΕΘΡΥΜΜΑΤΙΣΕ ΤΟ ΚΡΑΝΙΟΝ	[20, 979, 184, 993]
lead-banner: ΕΦΑΡΜΟΖΕΤΑΙ Η ΕΛΑΣΤΙΚΗ ΤΑΚΤΙΚΗ	[404, 242, 937, 273]
story-body: Κατὰ πληροφορίας ἐκ τῶν ἁρμοδίων κύκλων, αἱ διαπραγματεύσεις συνεχίζονται κανονικῶς καὶ ἀναμένεται ἡ σύντομος ὁλοκλήρωσίς των.	[399, 1144, 597, 1175]
story-signature: ΤΖΑΝ ΜΠΕΛΑ	[880, 1853, 942, 1863]
ship-photo	[1156, 51, 1575, 348]
story-headline: Ο Κ. ΠΟΜΠΙΝΤΟΥ ΕΠΕΣΤΡΕΨΕΝ ΕΙΣ ΤΟ ΠΑΡΙΣΙ	[957, 501, 1141, 528]
truman-story	[602, 1044, 942, 1934]
story-body: ΑΘΗΝΑΙ, 31.— Διὰ διαταγῆς τοῦ ὑπουργοῦ Ἐθνικῆς Ἀμύνης, καλοῦνται εἰς κατάταξιν οἱ κληρωτοὶ τῆς 71ης ΕΣΣΟ, οἱ ὁποῖοι θὰ παρουσιασθοῦν εἰς τὰ κέντρα ἐκπαιδεύσεως.	[1368, 637, 1575, 680]
story-body: ΑΘΗΝΑΙ, 31.— Εἰς τὸ ὑπουργεῖον γεωργίας, συνῆλθε σύσκεψις ὑπὸ τὴν προεδρίαν τοῦ ὑπουργοῦ κ. Μπαλτατζῆ, κατὰ τὴν ὁποίαν ἐξητάσθη τὸ πρόγραμμα ἀναδιαρθρώσεως τῆς γεωργίας.	[1156, 1161, 1362, 1203]
story-body: ΣΑΪΓΚΟΝ, 31. (Ἀσσ. Πρὲς).— Ἡ κυβέρνησις τοῦ Νοτίου Βιετνὰμ κατηγορεῖ τὸ Βόρειον Βιετνὰμ ὅτι ἐπιτρέπει εἰς Κινέζους κομμουνιστὰς στρατιωτικοὺς συμβούλους νὰ ἡγοῦνται τῶν δυνάμεων τῶν Βιετκόνγκ.	[602, 365, 803, 418]
ship-photo-illustration	[1156, 51, 1575, 348]
story-body: Σήμερον τὸ μεσημέρι ἐπὶ τῆς ὁδοῦ Κορίνθου—Ἀθηνῶν ἐσημειώθη σύγκρουσις δύο αὐτοκινήτων, ἐκ τῆς ὁποίας ἐφονεύθησαν τρία ἄτομα καὶ ἐτραυματίσθησαν δύο.	[8, 1473, 197, 1516]
story-body: ΑΘΗΝΑΙ, 31.— Διὰ διαταγῆς τοῦ ὑπουργοῦ Ἐθνικῆς Ἀμύνης, καλοῦνται εἰς κατάταξιν οἱ κληρωτοὶ τῆς 71ης ΕΣΣΟ, οἱ ὁποῖοι θὰ παρουσιασθοῦν εἰς τὰ κέντρα ἐκπαιδεύσεως.	[1156, 637, 1362, 680]
story-deck: ΕΚ ΤΩΝ ΝΟΜΩΝ ΑΙΤΩΛΟΑΚΑΡΝΑΝΙΑΣ, ΑΡΚΑΔΙΑΣ, ΒΟΙΩΤΙΑΣ, ΚΙΛΚΙΣ, ΜΑΓΝΗΣΙΑΣ, ΠΙΕΡΙΑΣ ΚΑΙ ΦΛΩΡΙΝΗΣ.— ΕΙΣ ΠΟΙΑ ΚΕΝΤΡΑ ΕΚΠΑΙΔΕΥΣΕΩΣ ΘΑ ΠΑΡΟΥΣΙΑΣΘΟΥΝ	[1158, 544, 1573, 587]
story-body: ΑΘΗΝΑΙ, 31.— Διὰ διαταγῆς τοῦ ὑπουργοῦ Ἐθνικῆς Ἀμύνης, καλοῦνται εἰς κατάταξιν οἱ κληρωτοὶ τῆς 71ης ΕΣΣΟ, οἱ ὁποῖοι θὰ παρουσιασθοῦν εἰς τὰ κέντρα ἐκπαιδεύσεως.	[1368, 592, 1575, 634]
story-deck: ΚΑΤΗΡΤΙΣΘΗΣΑΝ ΟΙ ΠΙΝΑΚΕΣ ΔΙΑ ΤΟ ΠΡΩΤΟΝ ΕΤΟΣ.— ΠΟΙΑ ΤΑ ΑΝΤΑΛΛΑΚΤΕΑ ΕΜΠΟΡΕΥΜΑΤΑ.— ΙΔΙΑΙΤΕΡΟΝ ΕΝΔΙΑΦΕΡΟΝ ΔΙΑ ΤΟΝ ΚΑΠΝΟΝ	[1156, 828, 1575, 870]
story-body: Κατὰ πληροφορίας ἐκ τῶν ἁρμοδίων κύκλων, αἱ διαπραγματεύσεις συνεχίζονται κανονικῶς καὶ ἀναμένεται ἡ σύντομος ὁλοκλήρωσίς των.	[399, 619, 597, 651]
story-body: Κατὰ πληροφορίας ἐκ τῶν ἁρμοδίων κύκλων, αἱ διαπραγματεύσεις συνεχίζονται κανονικῶς καὶ ἀναμένεται ἡ σύντομος ὁλοκλήρωσίς των.	[399, 941, 597, 973]
story-headline: ΠΑΡΑΙΤΗΣΙΣ ΑΛΓΕΡΙΝΟΥ ΥΠΟΥΡΓΟΥ	[969, 984, 1129, 1012]
column-rule	[1152, 6, 1153, 2318]
story-subheading: Ὁ Ρόμπερτ παρὰ τὸ πλευρὸν τοῦ προέδρου	[617, 1577, 926, 1621]
story-headline: ΑΝΕΒΑΘΗ Η ΚΑΤΑΘΕΣΙΣ ΤΟΥ ΠΡΟΫΠΟΛΟΓΙΣΜΟΥ ΤΗΣ ΝΗΣΟΥ ΜΑΛΤΑΣ	[403, 980, 593, 1022]
story-body: Κατὰ πληροφορίας ἐκ τῶν ἁρμοδίων κύκλων, αἱ διαπραγματεύσεις συνεχίζονται κανονικῶς καὶ ἀναμένεται ἡ σύντομος ὁλοκλήρωσίς των.	[399, 857, 597, 888]
column-rule	[945, 6, 946, 2318]
story-body: ΠΡΕΒΕΖΑ, 31.— Τὴν 11ην π. μ. εἰς ἐκ τῶν διωκομένων φονέων, παρεδόθη ὁ Λεώνουλος, ἐτῶν 39, ὑπάλληλος, ὁ ὁποῖος ἐφόνευσε τὴν πενθεράν του. Ἀπὸ τὸ διάστημα τῆς ἐξαφανίσεώς του, ἀνεζητεῖτο ὑπὸ τῶν ἀρχῶν. Τὸ πρῶτον ἐδήλωσεν ὅτι δὲν θὰ καταθέσῃ.	[202, 1046, 391, 1110]
story-deck: ΕΞ ΤΡΑΥΜΑΤΙΑΙ ΑΠΟ ΑΛΛΑ ΑΤΥΧΗΜΑΤΑ ΕΙΣ ΤΗΝ ΘΕΣΣΑΛΟΝΙΚΗΝ ΚΑΙ ΤΗΝ ΥΠΑΙΘΡΟΝ.— ΝΕΑΡΟΣ ΥΠΕΚΥΨΕΝ ΕΙΣ ΤΟ ΝΟΣΟΚΟΜΕΙΟΝ	[39, 1318, 360, 1359]
story-body: ΟΤΤΑΒΑ, 31. (Ἀσσ. Πρὲς).— Μία νεαρὰ τηλεφωνήτρια ξενοδοχείου ἀπέθανεν ἐξ ἀσφυξίας, διότι παρέμεινεν εἰς τὴν θέσιν της, διὰ νὰ εἰδοποιήσῃ τοὺς πελάτας περὶ τῆς πυρκαϊᾶς.	[1368, 1451, 1575, 1494]
story-deck: ΕΙΧΕΝ ΕΚΡΑΓΗ ΠΥΡΚΑΙΑ.— Ο ΑΛΤΡΟΥΪΣΜΟΣ ΤΗΣ ΤΗΛΕΦΩΝΗΤΡΙΑΣ ΟΠΩΣ ΕΙΔΟΠΟΙΗΣΗ ΟΛΟΥΣ ΤΟΥΣ ΕΝΟΙΚΟΥΣ ΠΕΡΙ ΤΟΥ ΚΙΝΔΥΝΟΥ.— ΝΕΚΡΑ ΕΠΙ ΤΟΥ ΠΙΝΑΚΟΣ	[1162, 1359, 1569, 1401]
lead-kicker: ΩΣ ΚΑΤΑΓΓΕΛΛΕΙ Η ΣΑΪΓΚΟΝ	[538, 8, 802, 29]
story-kicker: ΘΑ ΑΥΞΗΘΗ ΤΟ ΕΘΝΙΚΟΝ ΜΑΣ ΕΙΣΟΔΗΜΑ	[1233, 976, 1498, 989]
story-headline: ΑΙ ΔΙΠΛΩΜΑΤΙΚΑΙ ΣΧΕΣΕΙΣ ΟΛΛΑΝΔΙΑΣ — ΙΝΔΟΝΗΣΙΑΣ	[958, 1055, 1140, 1082]
story-body: Ἀνακοινώθη ὅτι αἱ ἀρμόδιαι ἀρχαὶ ἐξετάζουν τὸ θέμα καὶ θὰ λάβουν τὰ ἐνδεικνυόμενα μέτρα ἐντὸς τῶν προσεχῶν ἡμερῶν.	[950, 105, 1148, 137]
story-body: Κατὰ πληροφορίας ἐκ τῶν ἁρμοδίων κύκλων, αἱ διαπραγματεύσεις συνεχίζονται κανονικῶς καὶ ἀναμένεται ἡ σύντομος ὁλοκλήρωσίς των.	[399, 1494, 597, 1526]
story-kicker: Δι' ὑπογραφείσης νέας συμφωνίας	[1235, 738, 1496, 754]
story-body: Κατὰ πληροφορίας ἐκ τῶν ἁρμοδίων κύκλων, αἱ διαπραγματεύσεις συνεχίζονται κανονικῶς καὶ ἀναμένεται ἡ σύντομος ὁλοκλήρωσίς των.	[399, 585, 597, 616]
story-body: Κατὰ πληροφορίας ἐκ τῶν ἁρμοδίων κύκλων, αἱ διαπραγματεύσεις συνεχίζονται κανονικῶς καὶ ἀναμένεται ἡ σύντομος ὁλοκλήρωσίς των.	[399, 1353, 597, 1385]
story-deck: ΙΔΙΑΙΤΕΡΑ ΜΕΡΙΜΝΑ ΔΙΑ ΤΗΝ ΠΕΔΙΑΔΑ ΘΕΣΣΑΛΟΝΙΚΗΣ.— ΑΡΔΕΥΤΙΚΑ ΕΡΓΑ ΕΠΙ ΕΚΤΑΣΕΩΣ 1.000.000 ΣΤΡΕΜΜΑΤΩΝ.— ΣΥΣΚΕΨΙΣ ΥΠΟ ΤΟΝ Κ. ΜΠΑΛΤΑΤΖΗΝ	[1166, 1114, 1564, 1156]
story-body: ΙΝΤΕΠΕΝΤΕΝΣ, Μιζούρι, 31. (Ἀσσ. Πρὲς).— Ὁ τέως Πρόεδρος κ. Χάρρυ Τρούμαν, δηλώσας ὅτι ὁ Γερουσιαστὴς Γκόλντγουωτερ εἶναι παράφρων, ἐπεκρίθη ἐκ μέρους τῶν Ρεπουμπλικανῶν.	[775, 1241, 942, 1294]
story-body: ΣΑΪΓΚΟΝ, 31. (Ἀσσ. Πρὲς).— Ἡ κυβέρνησις τοῦ Νοτίου Βιετνὰμ κατηγορεῖ τὸ Βόρειον Βιετνὰμ ὅτι ἐπιτρέπει εἰς Κινέζους κομμουνιστὰς στρατιωτικοὺς συμβούλους νὰ ἡγοῦνται τῶν δυνάμεων τῶν Βιετκόνγκ.	[602, 665, 803, 718]
lead-story-body-2	[807, 307, 942, 1039]
story-headline: ΑΜΕΡΙΚΗ ΚΑΙ ΓΑΛΛΙΑ ΑΝΤΑΛΛΑΣΣΟΥΝ ΠΛΗΡΟΦΟΡΙΑΣ	[978, 690, 1120, 731]
story-headline: ΤΟΥΡΙΣΤΑΙ ΕΠΛΗΡΩΣΑΝ ΣΚΛΗΡΩΣ ΤΗΝ ΕΠΙΘΥΜΙΑΝ ΤΩΝ ΝΑ ΓΕΥΘΟΥΝ ΤΑ... ΤΟΥΡΚΙΚΑ ΓΛΥΚΙΣΜΑΤΑ	[9, 1548, 390, 1616]
story-headline: ΕΓΚΟΝΟΣ ΔΙΑΜΑΡΤΥΡΙΑ ΠΟΛΙΤΙΚΩΝ ΜΗΧΑΝΙΚΩΝ	[416, 1393, 580, 1421]
photo-caption: Κατέπλευσε χθὲς εἰς τὸν λιμένα τῆς Θεσσαλονίκης, τὸ ὑπερωκεάνειον «Καμπέρα», τὸ ὁποῖον ἔφερεν 2.000 περιηγητάς.	[1368, 351, 1575, 383]
story-headline: Ἐφαρμόζεται εὐρὺ πρόγραμμα ἀναδιαρθρώσεως τῆς χωρίας	[1200, 991, 1531, 1111]
story-body: Κατὰ πληροφορίας ἐκ τῶν ἁρμοδίων κύκλων, αἱ διαπραγματεύσεις συνεχίζονται κανονικῶς καὶ ἀναμένεται ἡ σύντομος ὁλοκλήρωσίς των.	[399, 1599, 597, 1630]
story-headline: ΡΩΣΣΟΙ ΕΠΙΣΗΜΟΙ ΕΙΣ ΚΙΝΕΖΙΚΗΝ ΔΕΞΙΩΣΙΝ	[976, 277, 1122, 305]
story-body: ΠΡΕΒΕΖΑ, 31.— Τὴν 11ην π. μ. εἰς ἐκ τῶν διωκομένων φονέων, παρεδόθη ὁ Λεώνουλος, ἐτῶν 39, ὑπάλληλος, ὁ ὁποῖος ἐφόνευσε τὴν πενθεράν του. Ἀπὸ τὸ διάστημα τῆς ἐξαφανίσεώς του, ἀνεζητεῖτο ὑπὸ τῶν ἀρχῶν. Τὸ πρῶτον ἐδήλωσεν ὅτι δὲν θὰ καταθέσῃ.	[8, 996, 197, 1061]
story-body: ΟΤΤΑΒΑ, 31. (Ἀσσ. Πρὲς).— Μία νεαρὰ τηλεφωνήτρια ξενοδοχείου ἀπέθανεν ἐξ ἀσφυξίας, διότι παρέμεινεν εἰς τὴν θέσιν της, διὰ νὰ εἰδοποιήσῃ τοὺς πελάτας περὶ τῆς πυρκαϊᾶς.	[1156, 1497, 1362, 1539]
story-kicker: ΒΑΡΕΙΑ ΚΛΗΡΟΝΟΜΙΑ	[602, 1381, 942, 1402]
story-body: ΑΘΗΝΑΙ, 31.— Διὰ διαταγῆς τοῦ ὑπουργοῦ Ἐθνικῆς Ἀμύνης, καλοῦνται εἰς κατάταξιν οἱ κληρωτοὶ τῆς 71ης ΕΣΣΟ, οἱ ὁποῖοι θὰ παρουσιασθοῦν εἰς τὰ κέντρα ἐκπαιδεύσεως.	[1156, 683, 1362, 725]
story-body: ΣΑΪΓΚΟΝ, 31. (Ἀσσ. Πρὲς).— Ἡ κυβέρνησις τοῦ Νοτίου Βιετνὰμ κατηγορεῖ τὸ Βόρειον Βιετνὰμ ὅτι ἐπιτρέπει εἰς Κινέζους κομμουνιστὰς στρατιωτικοὺς συμβούλους νὰ ἡγοῦνται τῶν δυνάμεων τῶν Βιετκόνγκ.	[602, 421, 803, 475]
story-body: Ἀνακοινώθη ὅτι αἱ ἀρμόδιαι ἀρχαὶ ἐξετάζουν τὸ θέμα καὶ θὰ λάβουν τὰ ἐνδεικνυόμενα μέτρα ἐντὸς τῶν προσεχῶν ἡμερῶν.	[950, 531, 1148, 563]
